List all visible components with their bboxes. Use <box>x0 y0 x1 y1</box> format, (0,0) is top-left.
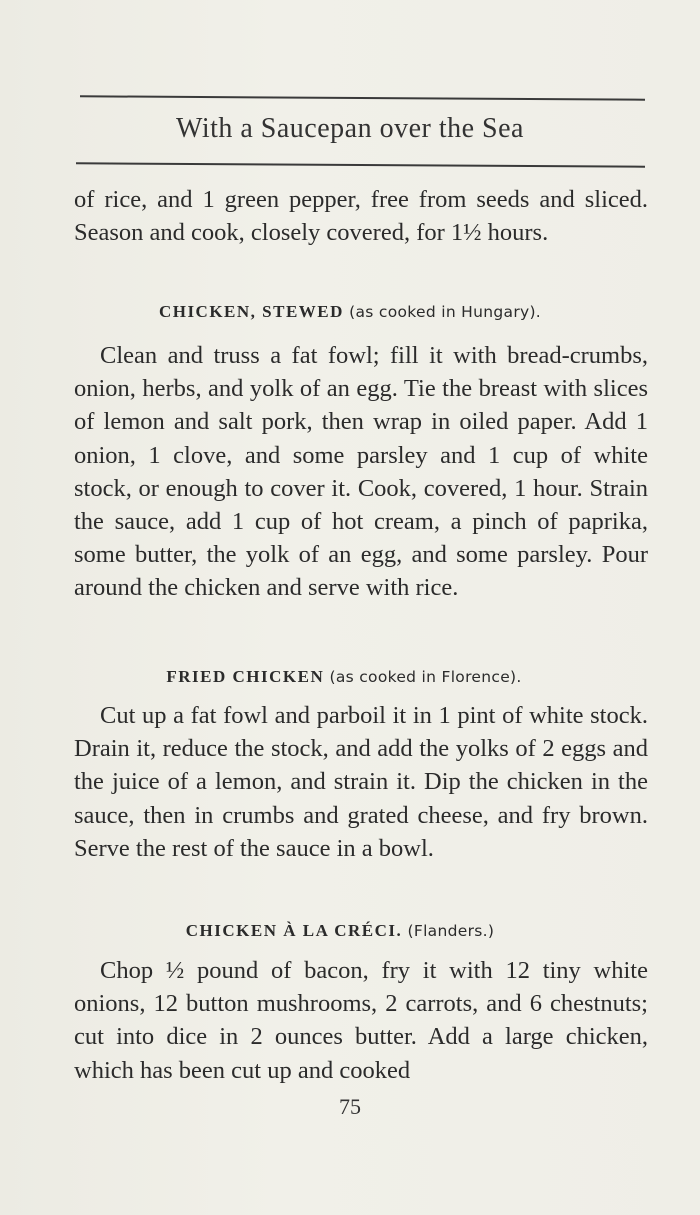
recipe-title: CHICKEN, STEWED <box>158 302 344 321</box>
recipe-note: (as cooked in Hungary). <box>349 303 542 321</box>
continued-paragraph: of rice, and 1 green pepper, free from seeds and sliced. Season and cook, closely covered, for 1½ hours. <box>74 186 648 247</box>
recipe-title: FRIED CHICKEN <box>166 667 325 686</box>
recipe-note: (Flanders.) <box>407 922 495 940</box>
recipe-heading-creci <box>0 921 690 941</box>
header-rule-bottom <box>76 162 645 167</box>
recipe-text-stewed: Clean and truss a fat fowl; fill it with bread-crumbs, onion, herbs, and yolk of an egg. Tie the breast with slices of lemon and salt pork, then wrap in oiled paper. Add 1 onion, 1 clove, and some parsley and 1 cup of white stock, or enough to cover it. Cook, covered, 1 hour. Strain the sauce, add 1 cup of hot cream, a pinch of paprika, some butter, the yolk of an egg, and some parsley. Pour around the chicken and serve with rice. <box>74 342 648 602</box>
page-number: 75 <box>339 1094 361 1119</box>
running-head: With a Saucepan over the Sea <box>176 113 524 144</box>
recipe-note: (as cooked in Florence). <box>329 668 522 686</box>
header-rule-top <box>80 95 645 100</box>
recipe-heading-stewed <box>0 302 700 322</box>
recipe-title: CHICKEN À LA CRÉCI. <box>185 921 403 940</box>
recipe-text-creci: Chop ½ pound of bacon, fry it with 12 tiny white onions, 12 button mushrooms, 2 carrots, and 6 chestnuts; cut into dice in 2 ounces butter. Add a large chicken, which has been cut up and cooked <box>74 957 648 1084</box>
recipe-text-fried: Cut up a fat fowl and parboil it in 1 pint of white stock. Drain it, reduce the stock, and add the yolks of 2 eggs and the juice of a lemon, and strain it. Dip the chicken in the sauce, then in crumbs and grated cheese, and fry brown. Serve the rest of the sauce in a bowl. <box>74 702 648 862</box>
recipe-heading-fried <box>0 667 694 687</box>
